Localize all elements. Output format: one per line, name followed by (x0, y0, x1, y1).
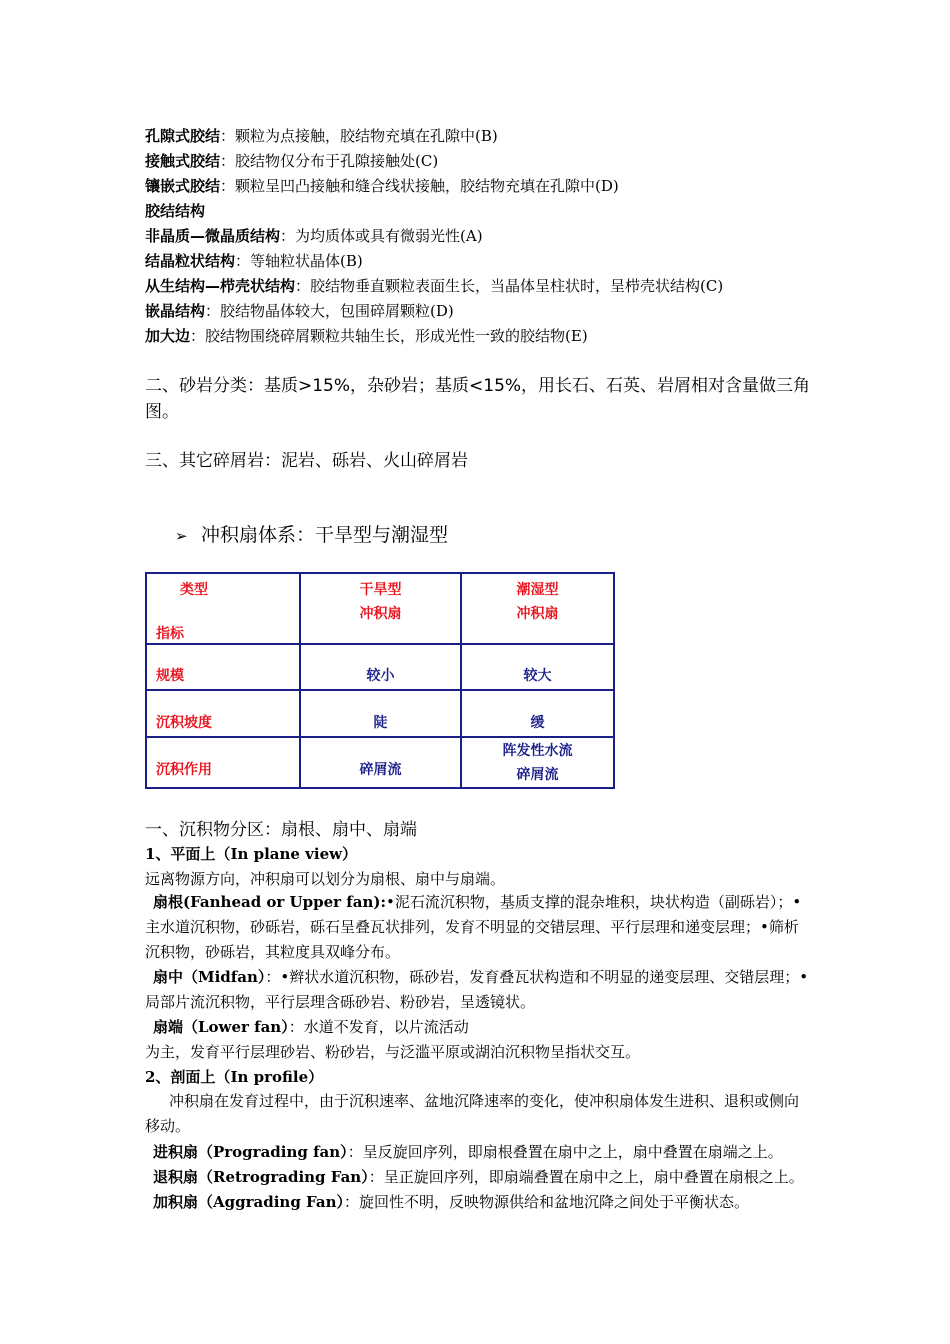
lowerfan-term: 扇端（Lower fan） (153, 1018, 289, 1036)
prograding-description: ：呈反旋回序列，即扇根叠置在扇中之上，扇中叠置在扇端之上。 (347, 1143, 783, 1161)
header-type-label: 类型 (180, 582, 208, 598)
term: 镶嵌式胶结 (145, 177, 221, 195)
row-arid-cell: 碎屑流 (300, 737, 461, 788)
alluvial-fan-heading (175, 522, 448, 549)
separator: ： (220, 127, 236, 145)
midfan-paragraph (145, 965, 810, 1015)
sediment-zones-heading: 一、沉积物分区：扇根、扇中、扇端 (145, 820, 417, 840)
cementation-line-7 (145, 276, 723, 296)
fanhead-description: •泥石流沉积物，基质支撑的混杂堆积，块状构造（副砾岩）；•主水道沉积物，砂砾岩，砾石呈叠瓦状排列，发育不明显的交错层理、平行层理和递变层理；•筛析沉积物，砂砾岩，其粒度具双峰分布。 (145, 893, 802, 961)
row-humid-cell: 缓 (461, 690, 614, 737)
table-row (146, 737, 614, 788)
description: 胶结物围绕碎屑颗粒共轴生长，形成光性一致的胶结物(E) (205, 327, 588, 345)
lowerfan-line-2: 为主，发育平行层理砂岩、粉砂岩，与泛滥平原或湖泊沉积物呈指状交互。 (145, 1043, 641, 1061)
plane-view-intro: 远离物源方向，冲积扇可以划分为扇根、扇中与扇端。 (145, 870, 506, 888)
term: 非晶质—微晶质结构 (145, 227, 281, 245)
term: 从生结构—栉壳状结构 (145, 277, 296, 295)
separator: ： (280, 227, 296, 245)
separator: ： (205, 302, 221, 320)
header-index-label: 指标 (156, 626, 184, 642)
row-arid-cell: 较小 (300, 644, 461, 690)
row-label-cell: 规模 (146, 644, 300, 690)
header-arid-cell (300, 573, 461, 644)
table-row (146, 644, 614, 690)
prograding-fan-line (153, 1142, 783, 1162)
description: 颗粒为点接触，胶结物充填在孔隙中(B) (235, 127, 498, 145)
aggrading-term: 加积扇（Aggrading Fan） (153, 1193, 344, 1211)
row-humid-cell (461, 737, 614, 788)
header-arid-line-1: 干旱型 (359, 582, 402, 598)
midfan-description: ：•辫状水道沉积物，砾砂岩，发育叠瓦状构造和不明显的递变层理、交错层理；•局部片流沉积物，平行层理含砾砂岩、粉砂岩，呈透镜状。 (145, 968, 809, 1011)
fanhead-term: 扇根(Fanhead or Upper fan): (153, 893, 386, 911)
cementation-line-8 (145, 301, 454, 321)
row-label-cell: 沉积作用 (146, 737, 300, 788)
cementation-line-2 (145, 151, 438, 171)
lowerfan-description-1: ：水道不发育，以片流活动 (288, 1018, 469, 1036)
row-humid-line-1: 阵发性水流 (502, 742, 573, 759)
description: 胶结物仅分布于孔隙接触处(C) (235, 152, 439, 170)
table-header-row (146, 573, 614, 644)
row-arid-cell: 陡 (300, 690, 461, 737)
profile-intro: 冲积扇在发育过程中，由于沉积速率、盆地沉降速率的变化，使冲积扇体发生进积、退积或侧向移动。 (145, 1092, 800, 1135)
alluvial-fan-heading-text: 冲积扇体系：干旱型与潮湿型 (201, 524, 449, 546)
cementation-line-6 (145, 251, 363, 271)
lowerfan-line-1 (153, 1017, 469, 1037)
sandstone-classification-line-2: 图。 (145, 402, 179, 422)
header-humid-cell (461, 573, 614, 644)
plane-view-heading: 1、平面上（In plane view） (145, 845, 358, 863)
prograding-term: 进积扇（Prograding fan） (153, 1143, 348, 1161)
arrow-bullet-icon: ➢ (175, 527, 188, 545)
header-humid-line-1: 潮湿型 (516, 582, 559, 598)
midfan-term: 扇中（Midfan） (153, 968, 266, 986)
term: 结晶粒状结构 (145, 252, 236, 270)
term: 嵌晶结构 (145, 302, 206, 320)
cementation-line-3 (145, 176, 619, 196)
separator: ： (220, 177, 236, 195)
separator: ： (295, 277, 311, 295)
separator: ： (190, 327, 206, 345)
term: 接触式胶结 (145, 152, 221, 170)
row-humid-cell: 较大 (461, 644, 614, 690)
profile-heading: 2、剖面上（In profile） (145, 1068, 324, 1086)
separator: ： (220, 152, 236, 170)
cementation-line-4 (145, 201, 205, 221)
description: 胶结物晶体较大，包围碎屑颗粒(D) (220, 302, 454, 320)
header-humid-line-2: 冲积扇 (516, 606, 559, 622)
retrograding-description: ：呈正旋回序列，即扇端叠置在扇中之上，扇中叠置在扇根之上。 (368, 1168, 804, 1186)
other-clastic-rocks-heading: 三、其它碎屑岩：泥岩、砾岩、火山碎屑岩 (145, 451, 468, 471)
sandstone-classification-line-1: 二、砂岩分类：基质>15%，杂砂岩；基质<15%，用长石、石英、岩屑相对含量做三角 (145, 376, 811, 396)
description: 等轴粒状晶体(B) (250, 252, 363, 270)
header-arid-line-2: 冲积扇 (359, 606, 402, 622)
description: 颗粒呈凹凸接触和缝合线状接触，胶结物充填在孔隙中(D) (235, 177, 619, 195)
header-corner-cell (146, 573, 300, 644)
fanhead-paragraph (145, 890, 810, 965)
aggrading-fan-line (153, 1192, 749, 1212)
retrograding-fan-line (153, 1167, 804, 1187)
fan-comparison-table (145, 572, 615, 789)
description: 胶结物垂直颗粒表面生长，当晶体呈柱状时，呈栉壳状结构(C) (310, 277, 724, 295)
cementation-line-9 (145, 326, 588, 346)
table-row (146, 690, 614, 737)
term: 孔隙式胶结 (145, 127, 221, 145)
cementation-line-1 (145, 126, 498, 146)
description: 为均质体或具有微弱光性(A) (295, 227, 483, 245)
cementation-line-5 (145, 226, 483, 246)
row-humid-line-2: 碎屑流 (516, 766, 559, 783)
separator: ： (235, 252, 251, 270)
term: 胶结结构 (145, 202, 206, 220)
term: 加大边 (145, 327, 191, 345)
row-label-cell: 沉积坡度 (146, 690, 300, 737)
retrograding-term: 退积扇（Retrograding Fan） (153, 1168, 369, 1186)
aggrading-description: ：旋回性不明，反映物源供给和盆地沉降之间处于平衡状态。 (344, 1193, 750, 1211)
